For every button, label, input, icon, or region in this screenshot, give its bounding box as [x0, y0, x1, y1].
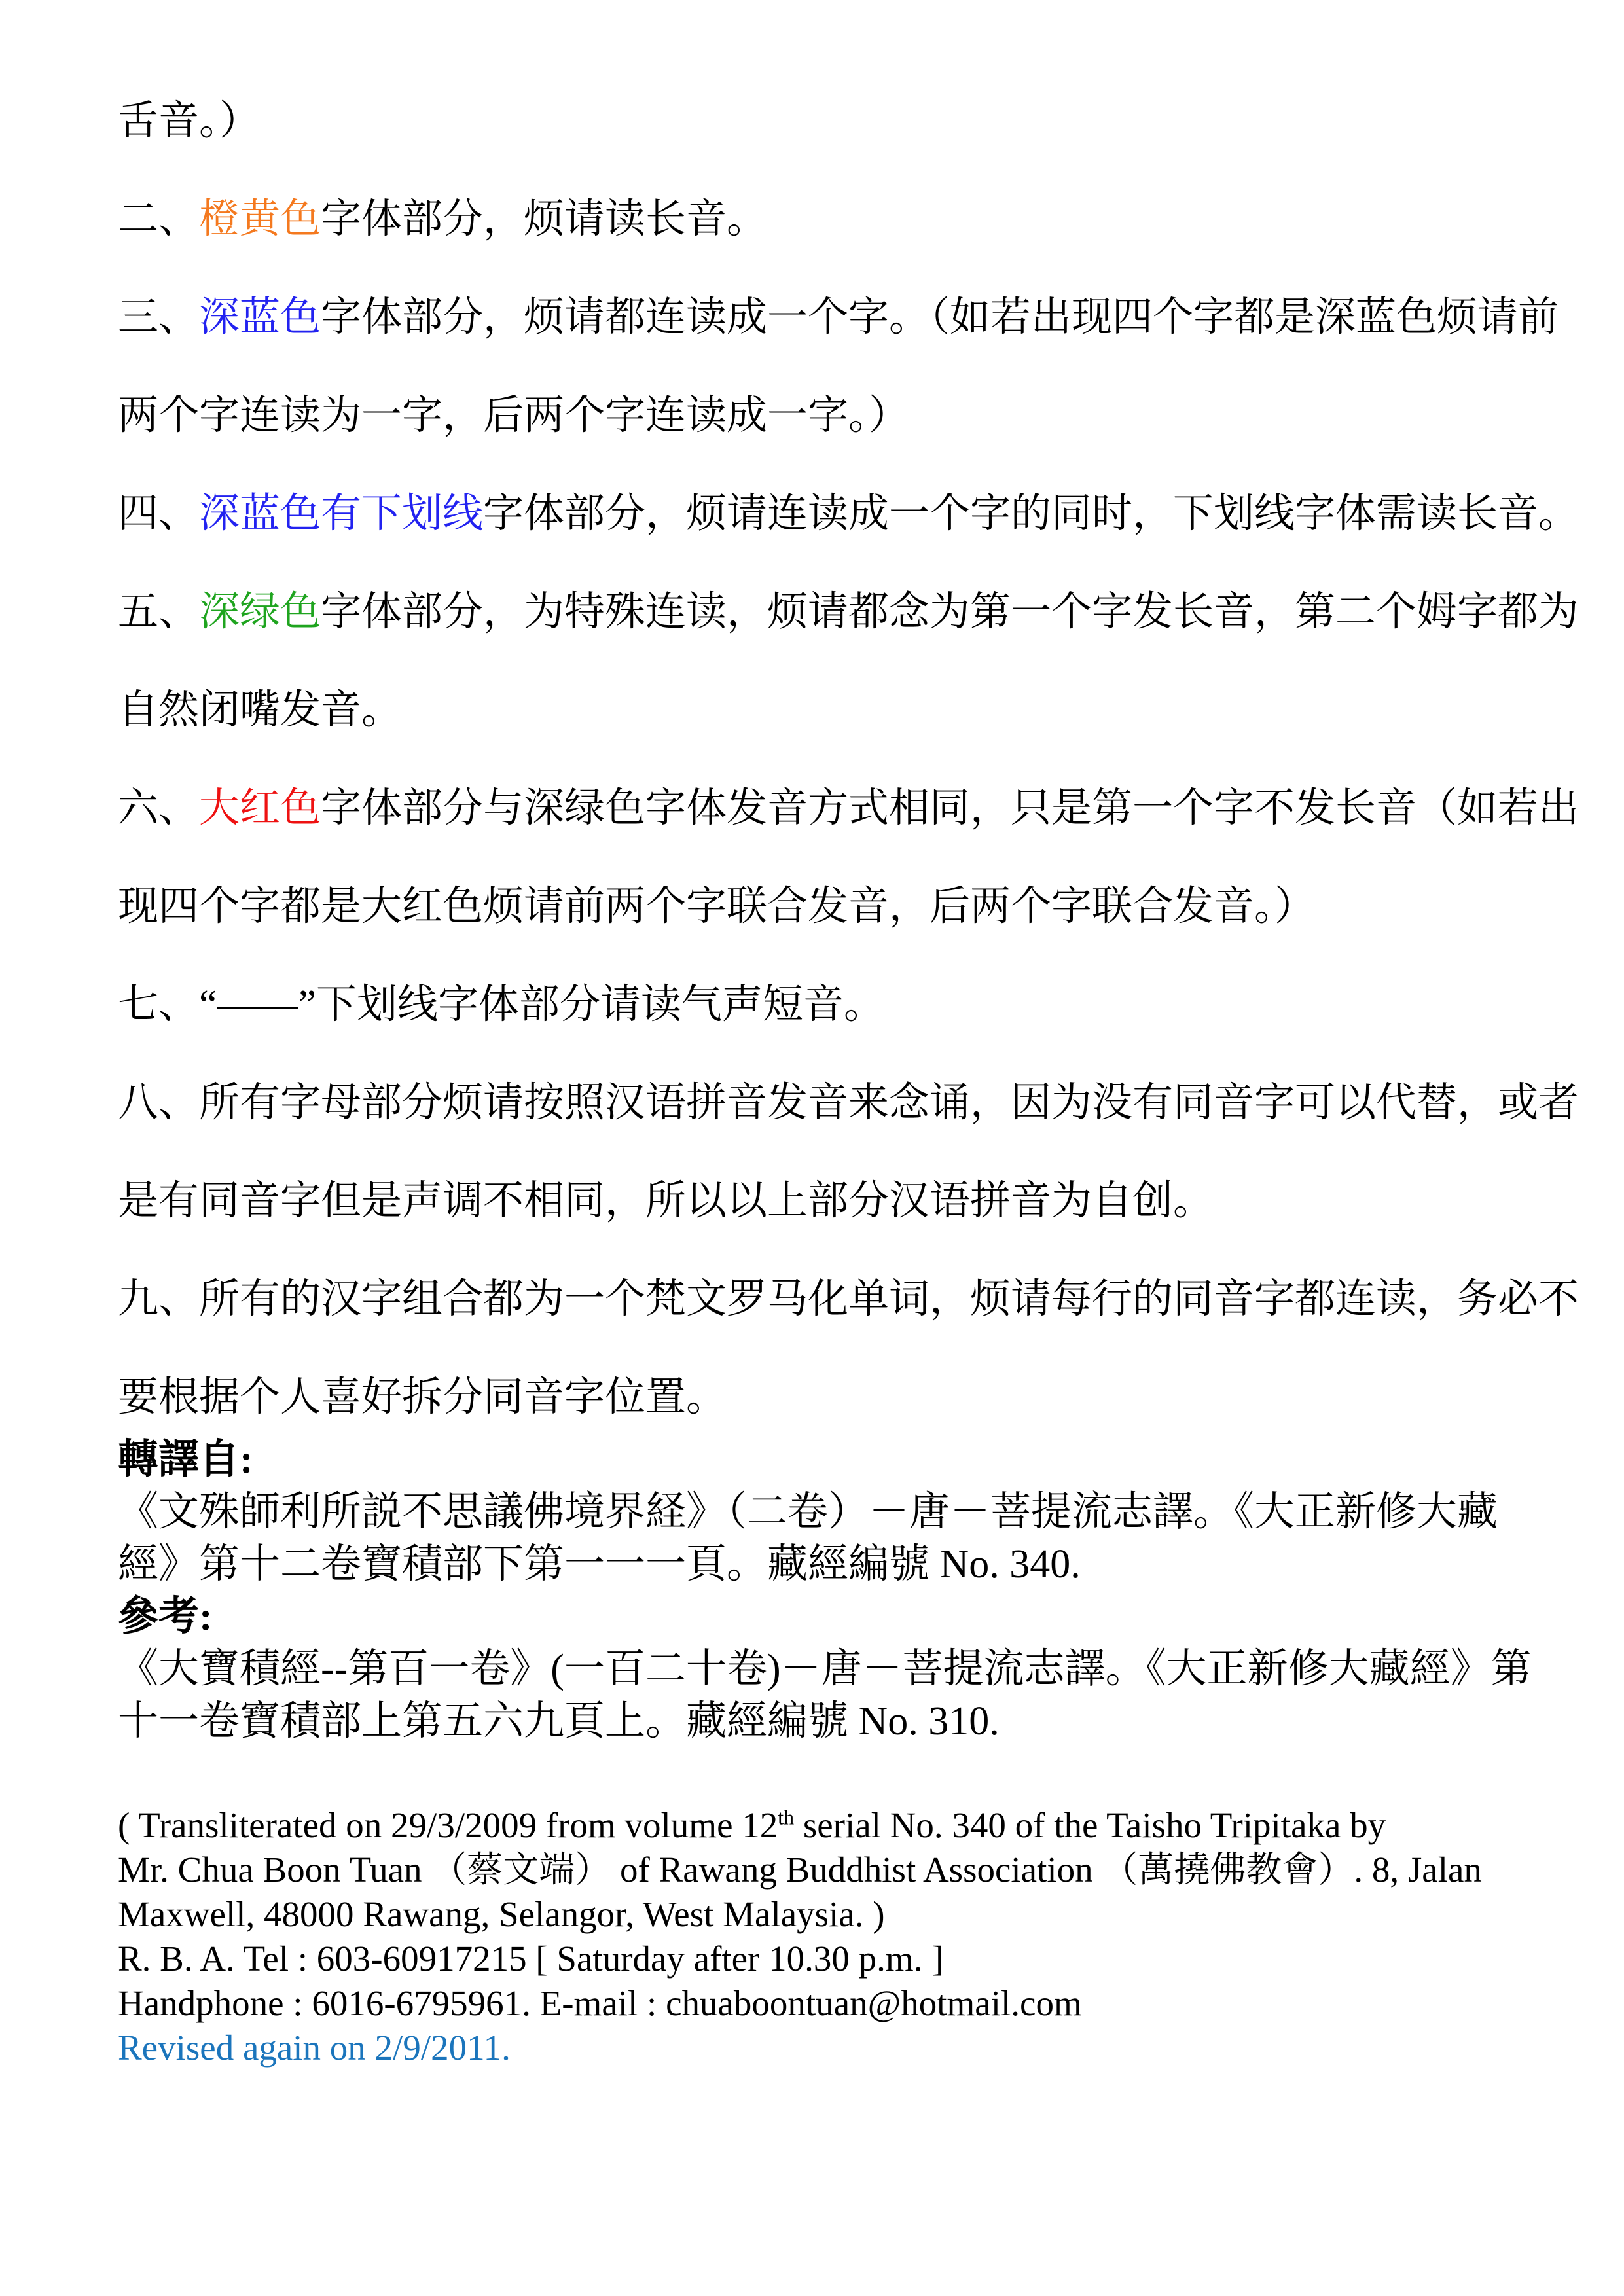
- text-segment: serial No. 340 of the Taisho Tripitaka by: [794, 1805, 1386, 1845]
- text-segment: 九、所有的汉字组合都为一个梵文罗马化单词，烦请每行的同音字都连读，务必不: [118, 1277, 1579, 1321]
- text-segment: 轉譯自:: [118, 1437, 253, 1482]
- transliteration-note: [118, 1803, 1584, 2070]
- text-segment: ( Transliterated on 29/3/2009 from volume 12: [118, 1805, 778, 1845]
- source-attribution: [118, 1433, 1584, 1748]
- highlighted-text: 大红色: [199, 786, 321, 831]
- text-line: [118, 1937, 1584, 1981]
- highlighted-text: 深蓝色有下划线: [199, 492, 484, 536]
- text-segment: 舌音。）: [118, 99, 261, 143]
- text-segment: 是有同音字但是声调不相同，所以以上部分汉语拼音为自创。: [118, 1179, 1214, 1223]
- highlighted-text: 橙黄色: [199, 197, 321, 242]
- highlighted-text: 深绿色: [199, 590, 321, 634]
- text-line: [118, 170, 1584, 268]
- text-line: [118, 661, 1584, 759]
- text-line: [118, 1152, 1584, 1250]
- text-segment: 三、: [118, 295, 200, 340]
- text-line: [118, 1538, 1584, 1590]
- text-segment: 十一卷寶積部上第五六九頁上。藏經編號 No. 310.: [118, 1699, 1000, 1744]
- text-segment: Handphone : 6016-6795961. E-mail : chuaboontuan@hotmail.com: [118, 1983, 1082, 2023]
- text-segment: 字体部分与深绿色字体发音方式相同，只是第一个字不发长音（如若出: [321, 786, 1579, 831]
- text-segment: 字体部分，烦请读长音。: [321, 197, 768, 242]
- text-segment: 參考:: [118, 1594, 213, 1639]
- text-line: [118, 268, 1584, 367]
- text-segment: 字体部分，为特殊连读，烦请都念为第一个字发长音，第二个姆字都为: [321, 590, 1579, 634]
- text-segment: 两个字连读为一字，后两个字连读成一字。）: [118, 393, 910, 438]
- text-line: [118, 956, 1584, 1054]
- text-line: [118, 1695, 1584, 1748]
- text-line: [118, 72, 1584, 170]
- highlighted-text: 深蓝色: [199, 295, 321, 340]
- text-segment: 自然闭嘴发音。: [118, 688, 403, 732]
- text-segment: 八、所有字母部分烦请按照汉语拼音发音来念诵，因为没有同音字可以代替，或者: [118, 1081, 1579, 1125]
- text-segment: 《大寶積經--第百一卷》(一百二十卷)－唐－菩提流志譯。《大正新修大藏經》第: [118, 1647, 1532, 1691]
- text-segment: 现四个字都是大红色烦请前两个字联合发音，后两个字联合发音。）: [118, 884, 1316, 929]
- text-segment: 字体部分，烦请连读成一个字的同时，下划线字体需读长音。: [483, 492, 1579, 536]
- text-line: [118, 1348, 1584, 1446]
- text-segment: 七、“——”下划线字体部分请读气声短音。: [118, 982, 885, 1027]
- text-segment: 四、: [118, 492, 200, 536]
- text-segment: 《文殊師利所説不思議佛境界経》（二卷）－唐－菩提流志譯。《大正新修大藏: [118, 1490, 1498, 1534]
- text-line: [118, 563, 1584, 661]
- text-line: [118, 1892, 1584, 1937]
- pronunciation-instructions: [118, 72, 1584, 1446]
- text-line: [118, 1250, 1584, 1348]
- text-segment: Mr. Chua Boon Tuan （蔡文端） of Rawang Buddhist Association （萬撓佛教會）. 8, Jalan: [118, 1850, 1482, 1890]
- text-segment: th: [778, 1806, 795, 1829]
- text-segment: 字体部分，烦请都连读成一个字。（如若出现四个字都是深蓝色烦请前: [321, 295, 1559, 340]
- text-line: [118, 1803, 1584, 1848]
- text-segment: 經》第十二卷寶積部下第一一一頁。藏經編號 No. 340.: [118, 1542, 1081, 1587]
- text-line: [118, 1643, 1584, 1695]
- text-line: [118, 1848, 1584, 1892]
- text-segment: 六、: [118, 786, 200, 831]
- text-line: [118, 1590, 1584, 1643]
- text-segment: 二、: [118, 197, 200, 242]
- text-segment: 要根据个人喜好拆分同音字位置。: [118, 1375, 727, 1420]
- text-line: [118, 465, 1584, 563]
- text-line: [118, 367, 1584, 465]
- text-segment: 五、: [118, 590, 200, 634]
- text-line: [118, 1981, 1584, 2026]
- text-line: [118, 1486, 1584, 1538]
- text-line: [118, 759, 1584, 857]
- highlighted-text: Revised again on 2/9/2011.: [118, 2028, 511, 2068]
- text-segment: R. B. A. Tel : 603-60917215 [ Saturday after 10.30 p.m. ]: [118, 1939, 944, 1979]
- text-line: [118, 857, 1584, 956]
- text-line: [118, 1433, 1584, 1486]
- text-segment: Maxwell, 48000 Rawang, Selangor, West Malaysia. ): [118, 1894, 885, 1934]
- text-line: [118, 1054, 1584, 1152]
- text-line: [118, 2026, 1584, 2070]
